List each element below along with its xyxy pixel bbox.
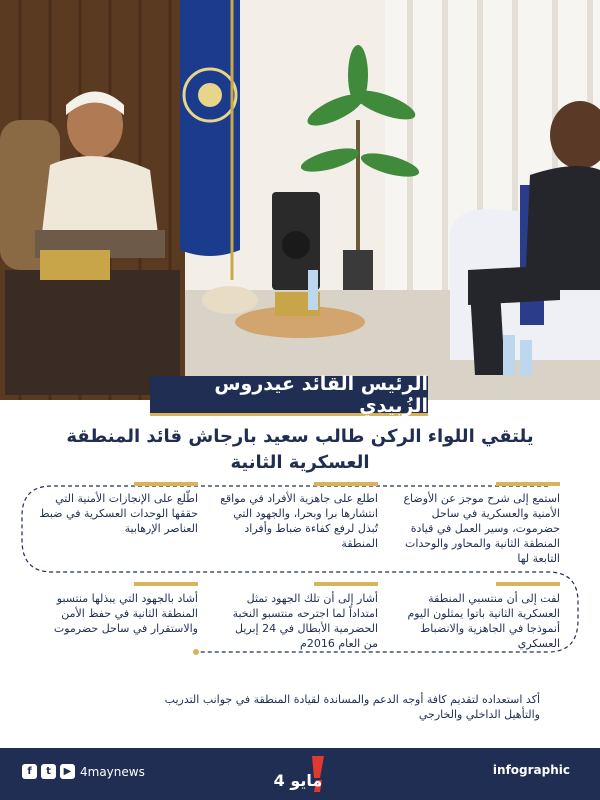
point-6 [38,582,198,636]
headline-line-2: العسكرية الثانية [230,452,370,473]
point-4 [402,582,560,651]
headline-line-1: يلتقي اللواء الركن طالب سعيد بارجاش قائد المنطقة [66,426,534,447]
youtube-icon[interactable]: ▶ [60,764,75,779]
point-5-bar [314,582,378,586]
name-tag: الرئيس القائد عيدروس الزُبيدي [150,376,428,416]
twitter-icon[interactable]: t [41,764,56,779]
facebook-icon[interactable]: f [22,764,37,779]
point-5-text: أشار إلى أن تلك الجهود تمثل امتداداً لما اجترحه منتسبو النخبة الحضرمية الأبطال في 24 إبريل من العام 2016م [232,592,378,650]
site-handle[interactable]: 4maynews [80,765,145,779]
logo-text: 4 مايو [273,771,323,790]
closing-note: أكد استعداده لتقديم كافة أوجه الدعم والمساندة لقيادة المنطقة في جوانب التدريب والتأهيل الداخلي والخارجي [164,693,540,721]
headline [40,424,560,476]
point-6-bar [134,582,198,586]
point-2-bar [314,482,378,486]
infographic-label: infographic [492,763,570,777]
social-links [22,764,75,779]
4may-logo-icon [264,752,336,796]
point-5 [218,582,378,651]
point-2 [218,482,378,551]
point-1-text: استمع إلى شرح موجز عن الأوضاع الأمنية والعسكرية في ساحل حضرموت، وسير العمل في قيادة المنطقة الثانية والمحاور والوحدات التابعة لها [403,492,560,565]
point-3-bar [134,482,198,486]
point-1 [402,482,560,566]
point-3-text: اطّلع على الإنجازات الأمنية التي حققها الوحدات العسكرية في ضبط العناصر الإرهابية [39,492,198,535]
point-1-bar [496,482,560,486]
timeline-end-dot [193,649,199,655]
point-6-text: أشاد بالجهود التي يبذلها منتسبو المنطقة الثانية في حفظ الأمن والاستقرار في ساحل حضرموت [53,592,198,635]
point-2-text: اطلع على جاهزية الأفراد في مواقع انتشارها برا وبحرا، والجهود التي تُبذل لرفع كفاءة ضباط وأفراد المنطقة [220,492,378,550]
point-4-text: لفت إلى أن منتسبي المنطقة العسكرية الثانية باتوا يمثلون اليوم أنموذجا في الجاهزية والانضباط العسكري [407,592,560,650]
point-3 [38,482,198,536]
point-4-bar [496,582,560,586]
